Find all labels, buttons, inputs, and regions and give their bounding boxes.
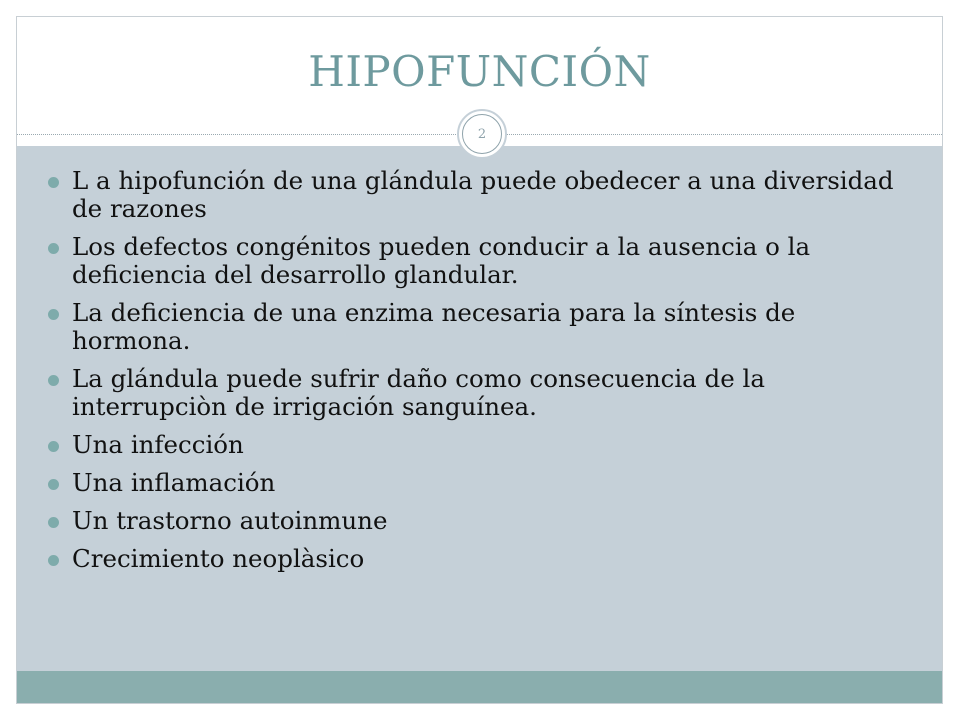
bullet-item <box>47 299 917 355</box>
bullet-item <box>47 507 917 535</box>
bullet-text: Crecimiento neoplàsico <box>72 544 365 573</box>
bullet-item <box>47 233 917 289</box>
bullet-icon <box>48 309 59 320</box>
bullet-icon <box>48 441 59 452</box>
bullet-text: La glándula puede sufrir daño como consecuencia de la interrupciòn de irrigación sanguínea. <box>72 364 765 421</box>
bullet-icon <box>48 375 59 386</box>
bullet-icon <box>48 555 59 566</box>
bullet-icon <box>48 177 59 188</box>
footer-band <box>17 671 942 704</box>
bullet-text: L a hipofunción de una glándula puede obedecer a una diversidad de razones <box>72 166 894 223</box>
page-number-badge <box>457 109 507 159</box>
slide-title: HIPOFUNCIÓN <box>308 47 651 96</box>
bullet-item <box>47 545 917 573</box>
bullet-text: La deficiencia de una enzima necesaria para la síntesis de hormona. <box>72 298 796 355</box>
page-number: 2 <box>462 114 502 154</box>
bullet-icon <box>48 479 59 490</box>
bullet-item <box>47 167 917 223</box>
bullet-item <box>47 469 917 497</box>
bullet-icon <box>48 243 59 254</box>
bullet-text: Una infección <box>72 430 244 459</box>
bullet-list <box>47 167 917 583</box>
bullet-icon <box>48 517 59 528</box>
bullet-text: Un trastorno autoinmune <box>72 506 388 535</box>
bullet-item <box>47 365 917 421</box>
bullet-text: Una inflamación <box>72 468 276 497</box>
bullet-item <box>47 431 917 459</box>
bullet-text: Los defectos congénitos pueden conducir a la ausencia o la deficiencia del desarrollo glandular. <box>72 232 811 289</box>
slide <box>16 16 943 704</box>
